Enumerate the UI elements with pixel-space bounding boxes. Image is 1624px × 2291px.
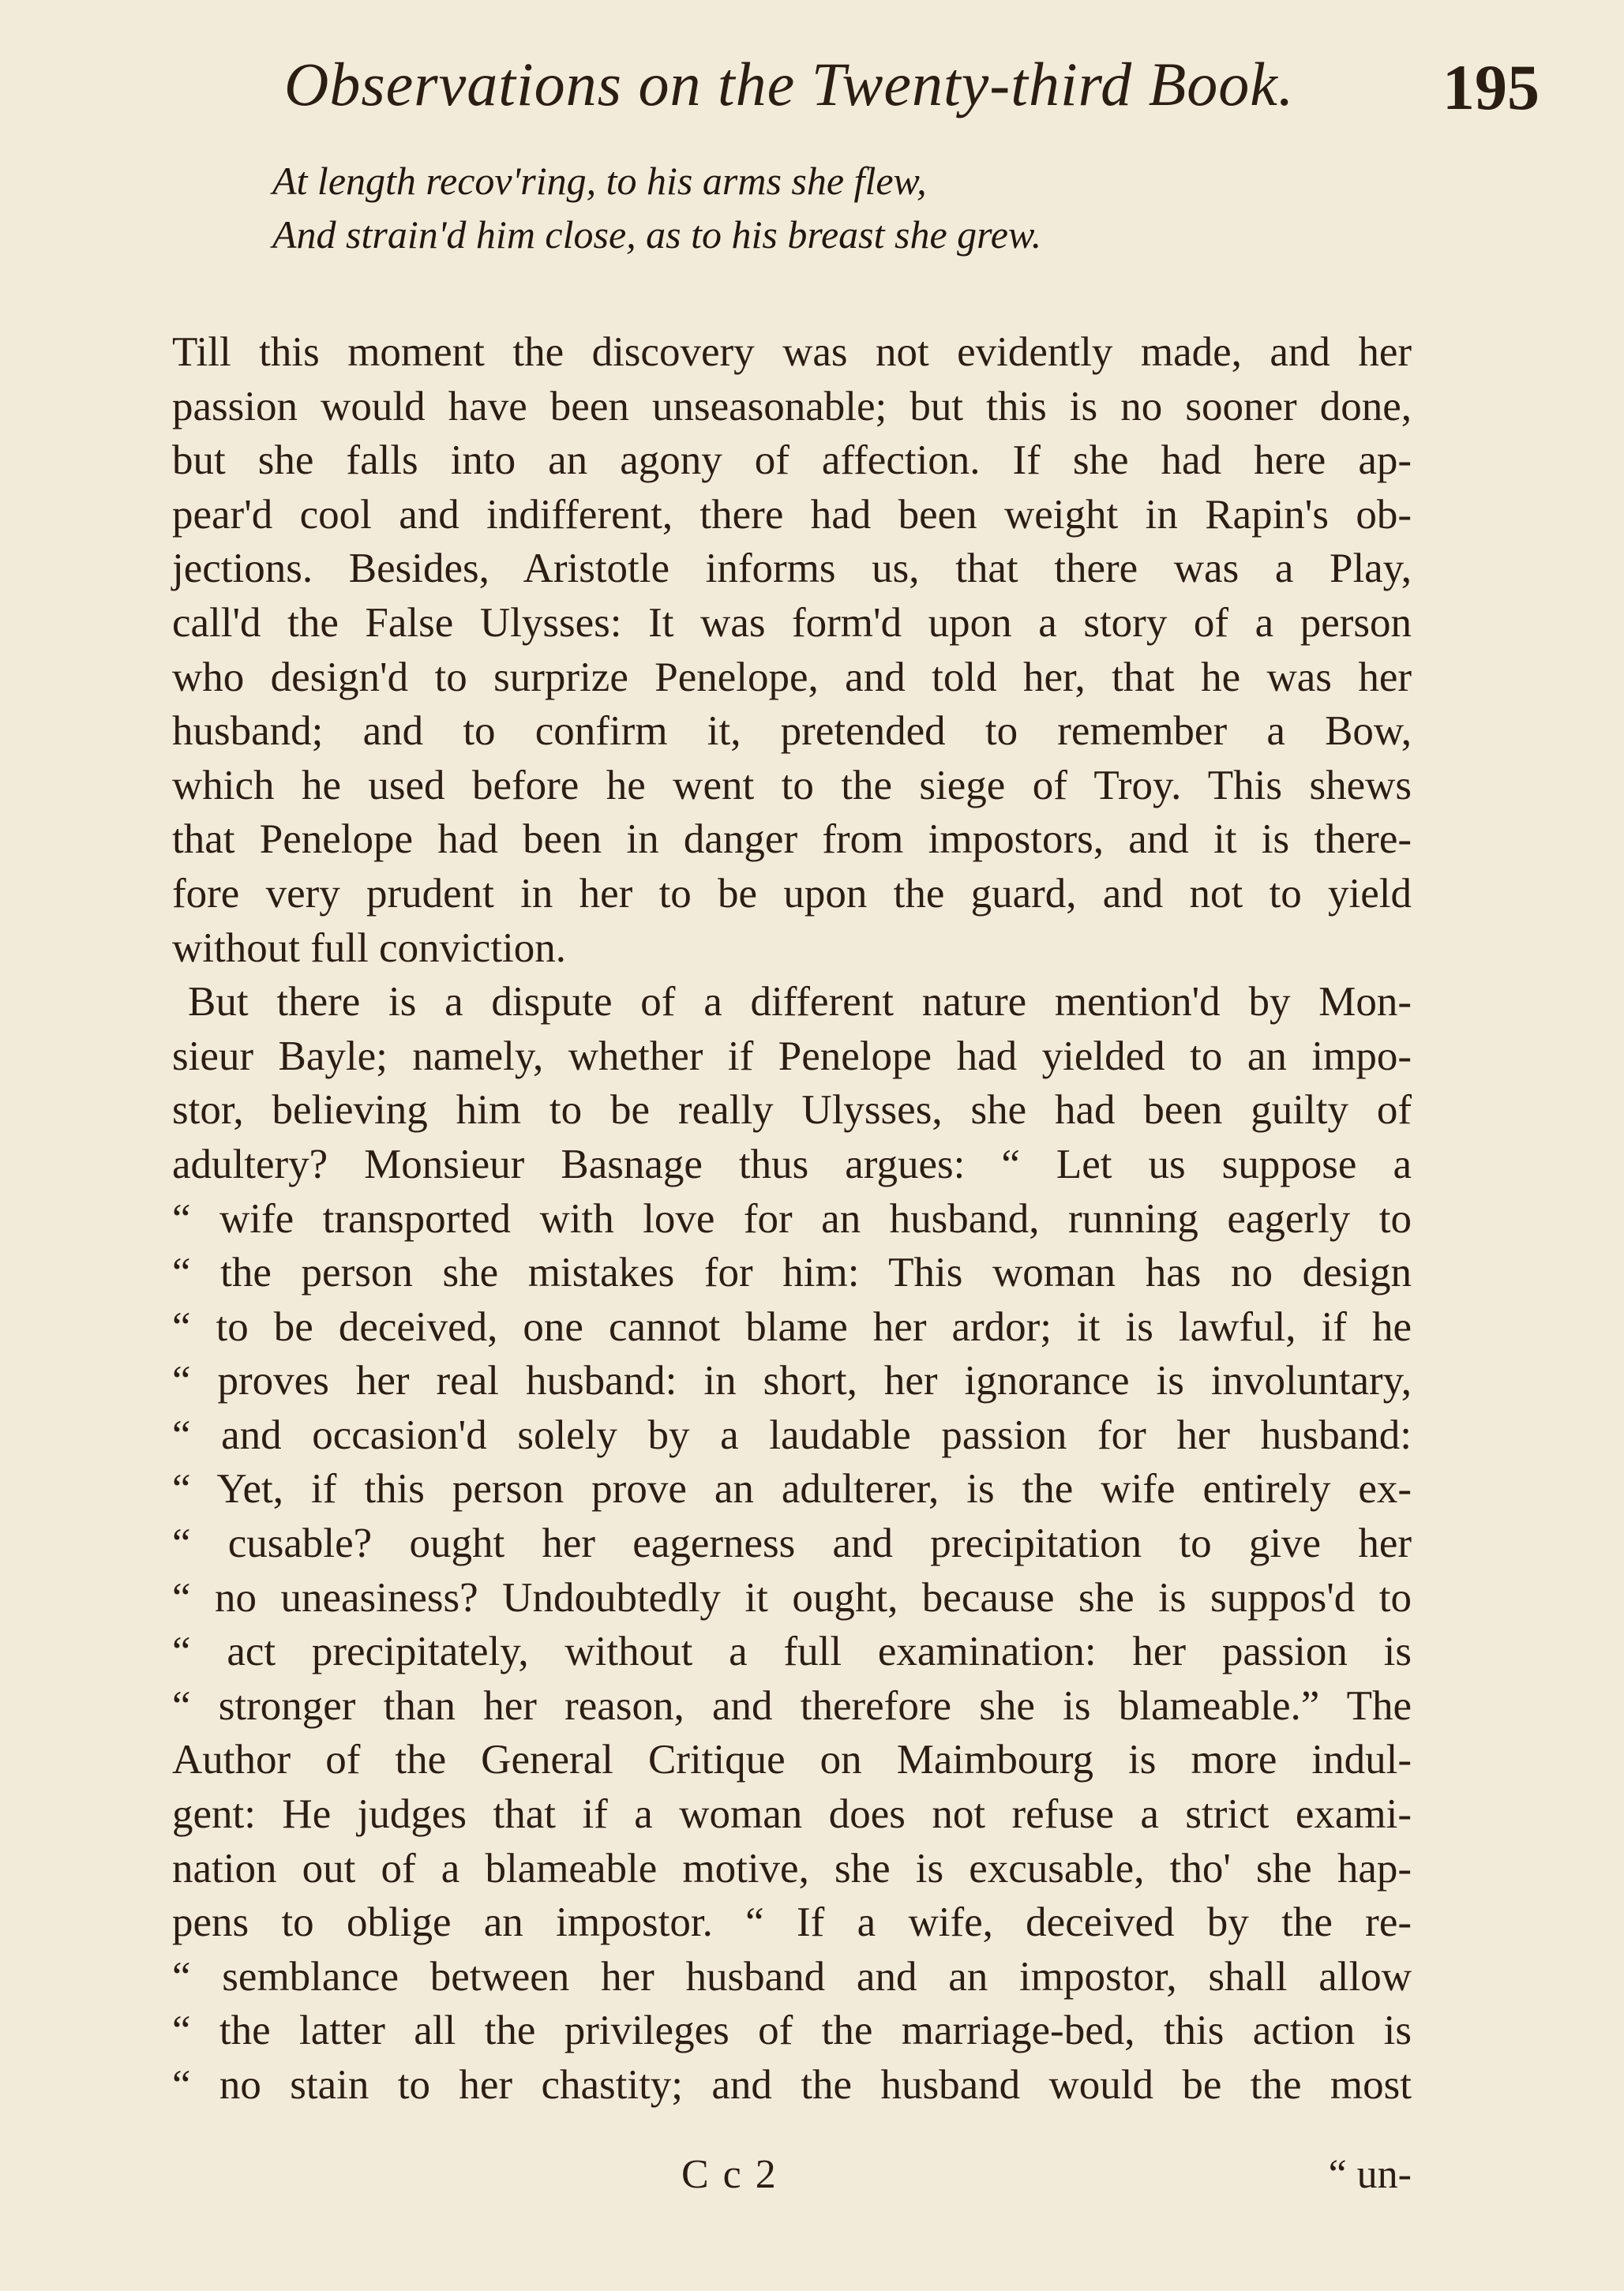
catchword: “ un- (1328, 2152, 1412, 2197)
text-line: “ proves her real husband: in short, her ignorance is involuntary, (172, 1358, 1412, 1404)
text-line: “ act precipitately, without a full examination: her passion is (172, 1629, 1412, 1675)
text-line: But there is a dispute of a different nature mention'd by Mon- (188, 979, 1412, 1026)
text-line: but she falls into an agony of affection. If she had here ap- (172, 437, 1412, 484)
text-line: nation out of a blameable motive, she is excusable, tho' she hap- (172, 1845, 1412, 1892)
text-line: which he used before he went to the siege of Troy. This shews (172, 762, 1412, 808)
text-line: “ the person she mistakes for him: This woman has no design (172, 1250, 1412, 1296)
page-header (284, 49, 1540, 136)
text-line: Till this moment the discovery was not evidently made, and her (172, 329, 1412, 375)
text-line: “ stronger than her reason, and therefore she is blameable.” The (172, 1682, 1412, 1729)
text-line: stor, believing him to be really Ulysses, she had been guilty of (172, 1087, 1412, 1134)
text-line: that Penelope had been in danger from impostors, and it is there- (172, 816, 1412, 863)
text-line: gent: He judges that if a woman does not refuse a strict exami- (172, 1791, 1412, 1838)
page-number: 195 (1442, 51, 1540, 123)
text-line: husband; and to confirm it, pretended to remember a Bow, (172, 708, 1412, 755)
verse-quotation (272, 154, 1299, 261)
text-line: Author of the General Critique on Maimbourg is more indul- (172, 1737, 1412, 1783)
text-line: jections. Besides, Aristotle informs us, that there was a Play, (172, 546, 1412, 592)
body-text (172, 325, 1412, 2113)
text-line: who design'd to surprize Penelope, and told her, that he was her (172, 654, 1412, 700)
text-line: “ no uneasiness? Undoubtedly it ought, because she is suppos'd to (172, 1574, 1412, 1621)
text-line: call'd the False Ulysses: It was form'd upon a story of a person (172, 599, 1412, 646)
text-line: fore very prudent in her to be upon the guard, and not to yield (172, 870, 1412, 917)
text-line: “ to be deceived, one cannot blame her ardor; it is lawful, if he (172, 1303, 1412, 1350)
text-line: “ semblance between her husband and an impostor, shall allow (172, 1953, 1412, 2000)
text-line: adultery? Monsieur Basnage thus argues: “ Let us suppose a (172, 1141, 1412, 1187)
verse-line: And strain'd him close, as to his breast she grew. (272, 212, 1042, 257)
text-line: without full conviction. (172, 924, 567, 971)
running-title: Observations on the Twenty-third Book. (284, 50, 1295, 118)
text-line: pens to oblige an impostor. “ If a wife, deceived by the re- (172, 1899, 1412, 1946)
page-footer (172, 2151, 1412, 2207)
text-line: “ and occasion'd solely by a laudable passion for her husband: (172, 1412, 1412, 1458)
text-line: “ Yet, if this person prove an adulterer, is the wife entirely ex- (172, 1466, 1412, 1513)
text-line: “ cusable? ought her eagerness and precipitation to give her (172, 1520, 1412, 1567)
text-line: “ the latter all the privileges of the marriage-bed, this action is (172, 2008, 1412, 2054)
text-line: sieur Bayle; namely, whether if Penelope had yielded to an impo- (172, 1033, 1412, 1079)
verse-line: At length recov'ring, to his arms she flew, (272, 159, 927, 203)
text-line: pear'd cool and indifferent, there had been weight in Rapin's ob- (172, 491, 1412, 538)
text-line: “ no stain to her chastity; and the husband would be the most (172, 2062, 1412, 2108)
signature-mark: Cc2 (681, 2152, 790, 2197)
text-line: “ wife transported with love for an husband, running eagerly to (172, 1195, 1412, 1242)
text-line: passion would have been unseasonable; but this is no sooner done, (172, 383, 1412, 429)
